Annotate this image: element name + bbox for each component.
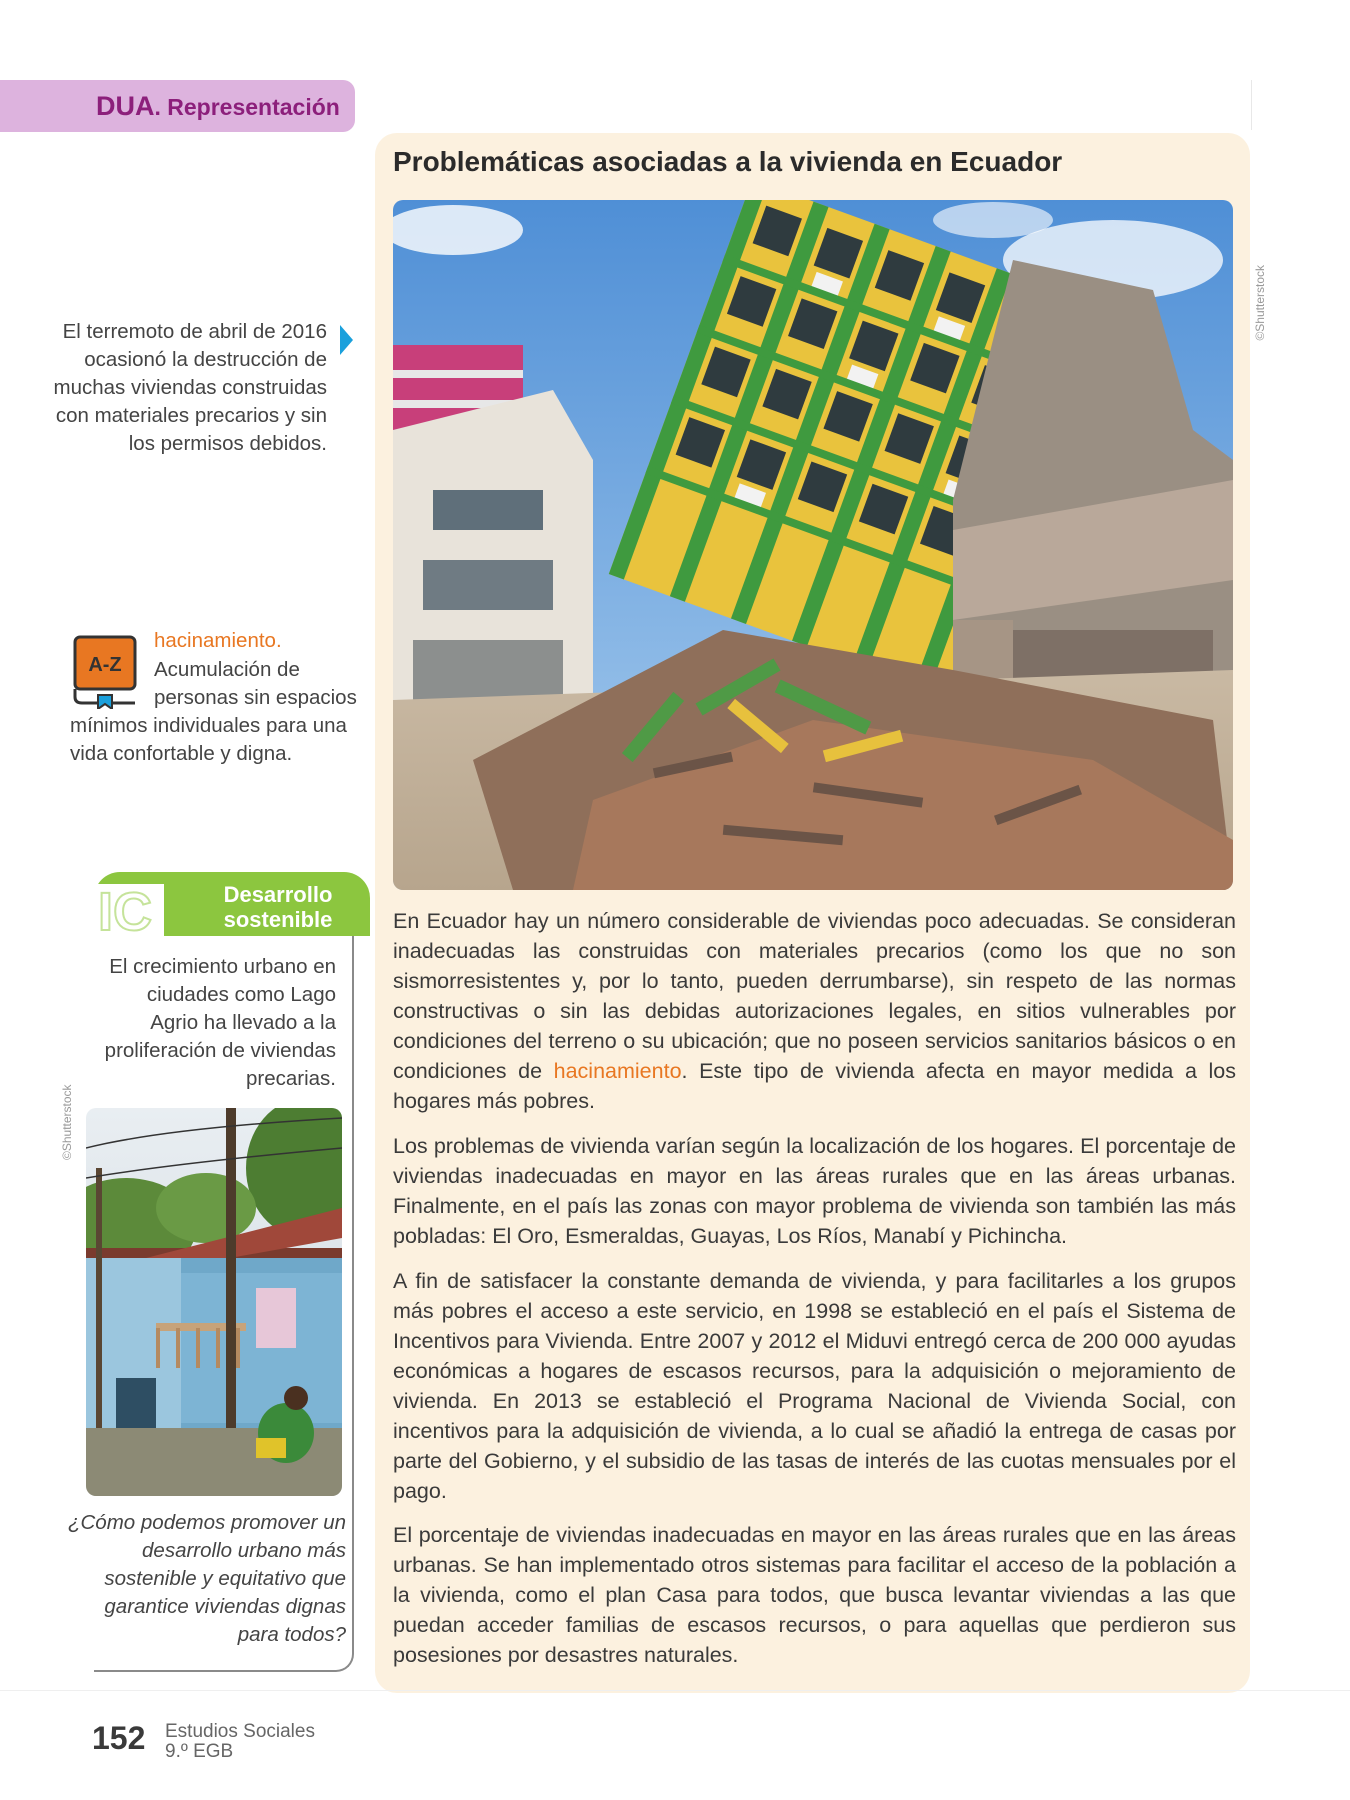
glossary-definition <box>70 656 360 768</box>
glossary-term: hacinamiento. <box>154 629 282 652</box>
sustainable-text: El crecimiento urbano en ciudades como Lago Agrio ha llevado a la proliferación de viviendas precarias. <box>104 955 336 1090</box>
photo2-credit: ©Shutterstock <box>60 1084 74 1160</box>
sustainable-ic-icon <box>94 884 164 936</box>
footer-divider <box>0 1690 1350 1691</box>
collapsed-building-illustration <box>393 200 1233 890</box>
collapsed-building-photo <box>393 200 1233 890</box>
sustainable-question: ¿Cómo podemos promover un desarrollo urbano más sostenible y equitativo que garantice viviendas dignas para todos? <box>67 1511 346 1646</box>
glossary-def-line2: personas sin espacios <box>154 686 357 709</box>
wooden-houses-illustration <box>86 1108 342 1496</box>
sustainable-title <box>178 882 378 932</box>
main-title: Problemáticas asociadas a la vivienda en Ecuador <box>393 146 1063 177</box>
dua-bold: DUA <box>96 91 155 121</box>
glossary-def-rest: mínimos individuales para una vida confortable y digna. <box>70 714 347 765</box>
footer-subject <box>165 1722 315 1762</box>
paragraph-4: El porcentaje de viviendas inadecuadas en mayor en las áreas rurales que en las áreas urbanas. Se han implementado otros sistemas para facilitar el acceso de la población a la vivienda, como el plan Casa para todos, que busca levantar viviendas a las que puedan acceder familias de escasos recursos, o para aquellas que perdieron sus posesiones por desastres naturales. <box>393 1523 1236 1667</box>
caption-pointer-icon <box>340 325 353 355</box>
sustainable-title-line1: Desarrollo <box>223 882 333 907</box>
footer-subject-name: Estudios Sociales <box>165 1721 315 1742</box>
paragraph-3: A fin de satisfacer la constante demanda de vivienda, y para facilitarles a los grupos más pobres el acceso a este servicio, en 1998 se estableció en el país el Sistema de Incentivos para Vivienda. Entre 2007 y 2012 el Miduvi entregó cerca de 200 000 ayudas económicas a hogares de escasos recursos, para la adquisición o mejoramiento de vivienda. En 2013 se estableció el Programa Nacional de Vivienda Social, con incentivos para la adquisición de vivienda, a lo cual se añadió la entrega de casas por parte del Gobierno, y el subsidio de las tasas de interés de las cuotas mensuales por el pago. <box>393 1269 1236 1503</box>
earthquake-caption: El terremoto de abril de 2016 ocasionó la destrucción de muchas viviendas construidas con materiales precarios y sin los permisos debidos. <box>53 320 327 455</box>
dua-tab <box>0 80 355 132</box>
page-number: 152 <box>92 1720 146 1756</box>
photo1-credit: ©Shutterstock <box>1253 265 1267 341</box>
top-divider <box>1251 80 1252 130</box>
footer-grade: 9.º EGB <box>165 1741 234 1762</box>
glossary-icon-label: A-Z <box>88 654 122 676</box>
glossary-highlight: hacinamiento <box>553 1059 682 1083</box>
paragraph-1-text-a: En Ecuador hay un número considerable de viviendas poco adecuadas. Se consideran inadecuadas las construidas con materiales precarios (como los que no son sismorresistentes y, por lo tanto, pueden derrumbarse), sin respeto de las normas constructivas o sin las debidas autorizaciones legales, en sitios vulnerables por condiciones del terreno o su ubicación; que no poseen servicios sanitarios básicos o en condiciones de <box>393 909 1236 1083</box>
wooden-houses-photo <box>86 1108 342 1496</box>
paragraph-2: Los problemas de vivienda varían según la localización de los hogares. El porcentaje de viviendas inadecuadas en mayor en las áreas rurales que en las áreas urbanas. Finalmente, en el país las zonas con mayor problema de vivienda son también las más pobladas: El Oro, Esmeraldas, Guayas, Los Ríos, Manabí y Pichincha. <box>393 1134 1236 1248</box>
paragraph-1 <box>393 906 1236 1116</box>
dua-label <box>96 91 340 122</box>
glossary-def-line1: Acumulación de <box>154 658 300 681</box>
sustainable-badge-text: IC <box>98 884 152 936</box>
dua-rest: . Representación <box>154 94 340 120</box>
sustainable-title-line2: sostenible <box>223 907 333 932</box>
paragraph-1-text-b: . Este tipo de vivienda afecta en mayor medida a los hogares más pobres. <box>393 1059 1236 1113</box>
